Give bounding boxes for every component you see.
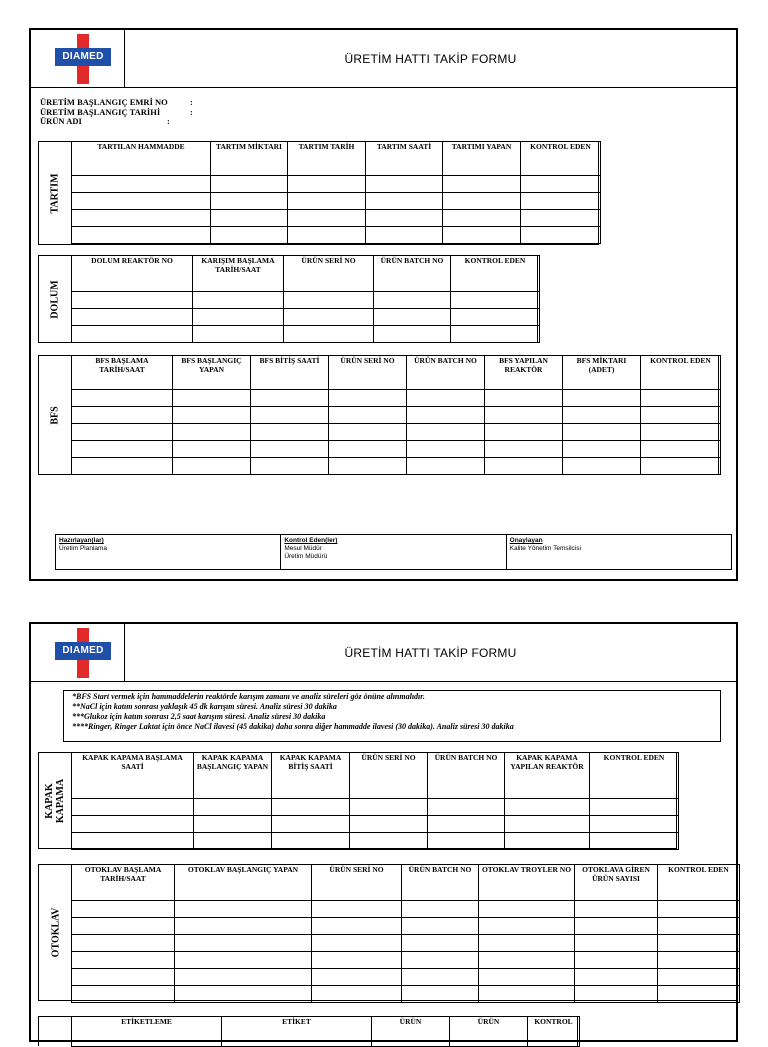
col-header: ETİKET xyxy=(222,1017,372,1047)
col-header: KONTROL EDEN xyxy=(521,142,601,176)
onay-cell xyxy=(506,535,731,569)
logo-box xyxy=(31,624,125,682)
col-header: KAPAK KAPAMA BİTİŞ SAATİ xyxy=(272,753,350,799)
col-header: ÜRÜN SERİ NO xyxy=(284,256,374,292)
table-row xyxy=(72,952,740,969)
col-header: ETİKETLEME xyxy=(72,1017,222,1047)
table-header-row xyxy=(72,865,740,901)
col-header: OTOKLAV TROYLER NO xyxy=(479,865,575,901)
table-header-row xyxy=(72,356,721,390)
table-header-row xyxy=(72,753,679,799)
otoklav-table xyxy=(71,864,740,1003)
col-header: ÜRÜN xyxy=(372,1017,450,1047)
diamed-logo: DIAMED xyxy=(55,48,111,66)
kontrol-cell xyxy=(280,535,505,569)
onay-title: Onaylayan xyxy=(509,537,543,544)
col-header: BFS BAŞLAMA TARİH/SAAT xyxy=(72,356,173,390)
tartim-table xyxy=(71,141,601,244)
col-header: KARIŞIM BAŞLAMA TARİH/SAAT xyxy=(193,256,284,292)
table-row xyxy=(72,407,721,424)
col-header: KONTROL xyxy=(528,1017,580,1047)
table-row xyxy=(72,935,740,952)
kontrol-name-1: Mesul Müdür xyxy=(284,545,322,552)
form-page-1 xyxy=(29,28,738,581)
form-meta xyxy=(40,98,193,127)
col-header: ÜRÜN BATCH NO xyxy=(374,256,451,292)
table-row xyxy=(72,227,601,244)
col-header: TARTILAN HAMMADDE xyxy=(72,142,211,176)
tartim-label: TARTIM xyxy=(50,172,61,214)
table-row xyxy=(72,799,679,816)
kapak-section xyxy=(38,752,677,849)
dolum-table xyxy=(71,255,540,343)
col-header: ÜRÜN SERİ NO xyxy=(350,753,428,799)
kontrol-name-2: Üretim Müdürü xyxy=(284,553,328,560)
col-header: BFS MİKTARI (ADET) xyxy=(563,356,641,390)
dolum-section xyxy=(38,255,538,343)
col-header: KONTROL EDEN xyxy=(641,356,721,390)
col-header: KAPAK KAPAMA BAŞLAMA SAATİ xyxy=(72,753,194,799)
table-row xyxy=(72,969,740,986)
col-header: ÜRÜN SERİ NO xyxy=(329,356,407,390)
col-header: OTOKLAVA GİREN ÜRÜN SAYISI xyxy=(575,865,658,901)
col-header: TARTIMI YAPAN xyxy=(443,142,521,176)
table-row xyxy=(72,901,740,918)
hazirlayan-title: Hazırlayan(lar) xyxy=(59,537,104,544)
kontrol-title: Kontrol Eden(ler) xyxy=(284,537,338,544)
table-row xyxy=(72,986,740,1003)
col-header: ÜRÜN xyxy=(450,1017,528,1047)
table-row xyxy=(72,176,601,193)
table-row xyxy=(72,833,679,850)
form-page-2 xyxy=(29,622,738,1042)
table-row xyxy=(72,309,540,326)
table-header-row xyxy=(72,142,601,176)
col-header: BFS BİTİŞ SAATİ xyxy=(251,356,329,390)
diamed-logo: DIAMED xyxy=(55,642,111,660)
signature-block xyxy=(55,534,732,570)
hazirlayan-cell xyxy=(56,535,280,569)
table-row xyxy=(72,390,721,407)
col-header: KONTROL EDEN xyxy=(590,753,679,799)
bfs-section xyxy=(38,355,719,475)
dolum-label: DOLUM xyxy=(50,279,61,319)
emir-label: ÜRETİM BAŞLANGIÇ EMRİ NO xyxy=(40,97,168,107)
col-header: TARTIM TARİH xyxy=(288,142,366,176)
col-header: OTOKLAV BAŞLAMA TARİH/SAAT xyxy=(72,865,175,901)
note-line: ****Ringer, Ringer Laktat için önce NaCl ilavesi (45 dakika) daha sonra diğer hammadde ilavesi (30 dakika). Analiz süresi 30 dakika xyxy=(72,722,514,731)
col-header: ÜRÜN BATCH NO xyxy=(402,865,479,901)
col-header: ÜRÜN SERİ NO xyxy=(312,865,402,901)
table-row xyxy=(72,816,679,833)
col-header: KAPAK KAPAMA YAPILAN REAKTÖR xyxy=(505,753,590,799)
col-header: KAPAK KAPAMA BAŞLANGIÇ YAPAN xyxy=(194,753,272,799)
col-header: KONTROL EDEN xyxy=(658,865,740,901)
table-row xyxy=(72,441,721,458)
note-line: ***Glukoz için katım sonrası 2,5 saat karışım süresi. Analiz süresi 30 dakika xyxy=(72,712,326,721)
col-header: TARTIM SAATİ xyxy=(366,142,443,176)
col-header: ÜRÜN BATCH NO xyxy=(407,356,485,390)
col-header: TARTIM MİKTARI xyxy=(211,142,288,176)
logo-box xyxy=(31,30,125,88)
table-row xyxy=(72,292,540,309)
kapak-table xyxy=(71,752,679,850)
col-header: BFS BAŞLANGIÇ YAPAN xyxy=(173,356,251,390)
hazirlayan-name: Üretim Planlama xyxy=(59,545,108,552)
urun-label: ÜRÜN ADI xyxy=(40,116,82,126)
table-header-row xyxy=(72,1017,580,1047)
onay-name: Kalite Yönetim Temsilcisi xyxy=(509,545,581,552)
col-header: ÜRÜN BATCH NO xyxy=(428,753,505,799)
table-row xyxy=(72,193,601,210)
otoklav-label: OTOKLAV xyxy=(50,907,61,958)
otoklav-section xyxy=(38,864,738,1001)
note-line: **NaCl için katım sonrası yaklaşık 45 dk karışım süresi. Analiz süresi 30 dakika xyxy=(72,702,337,711)
col-header: OTOKLAV BAŞLANGIÇ YAPAN xyxy=(175,865,312,901)
form-title: ÜRETİM HATTI TAKİP FORMU xyxy=(344,52,517,66)
table-row xyxy=(72,424,721,441)
tarih-label: ÜRETİM BAŞLANGIÇ TARİHİ xyxy=(40,106,161,117)
col-header: BFS YAPILAN REAKTÖR xyxy=(485,356,563,390)
bfs-table xyxy=(71,355,721,475)
emir-colon: : xyxy=(190,97,193,107)
table-header-row xyxy=(72,256,540,292)
table-row xyxy=(72,918,740,935)
table-row xyxy=(72,458,721,475)
notes-box xyxy=(63,690,721,742)
col-header: DOLUM REAKTÖR NO xyxy=(72,256,193,292)
etiket-table xyxy=(71,1016,580,1047)
form-header xyxy=(31,30,736,88)
urun-colon: : xyxy=(167,116,170,126)
form-header xyxy=(31,624,736,682)
etiket-section xyxy=(38,1016,578,1046)
form-title: ÜRETİM HATTI TAKİP FORMU xyxy=(344,646,517,660)
table-row xyxy=(72,326,540,343)
table-row xyxy=(72,210,601,227)
tartim-section xyxy=(38,141,599,245)
kapak-label: KAPAK KAPAMA xyxy=(44,778,67,823)
bfs-label: BFS xyxy=(50,405,61,425)
col-header: KONTROL EDEN xyxy=(451,256,540,292)
note-line: *BFS Start vermek için hammaddelerin reaktörde karışım zamanı ve analiz süreleri göz önüne alınmalıdır. xyxy=(72,692,425,701)
tarih-colon: : xyxy=(190,106,193,117)
